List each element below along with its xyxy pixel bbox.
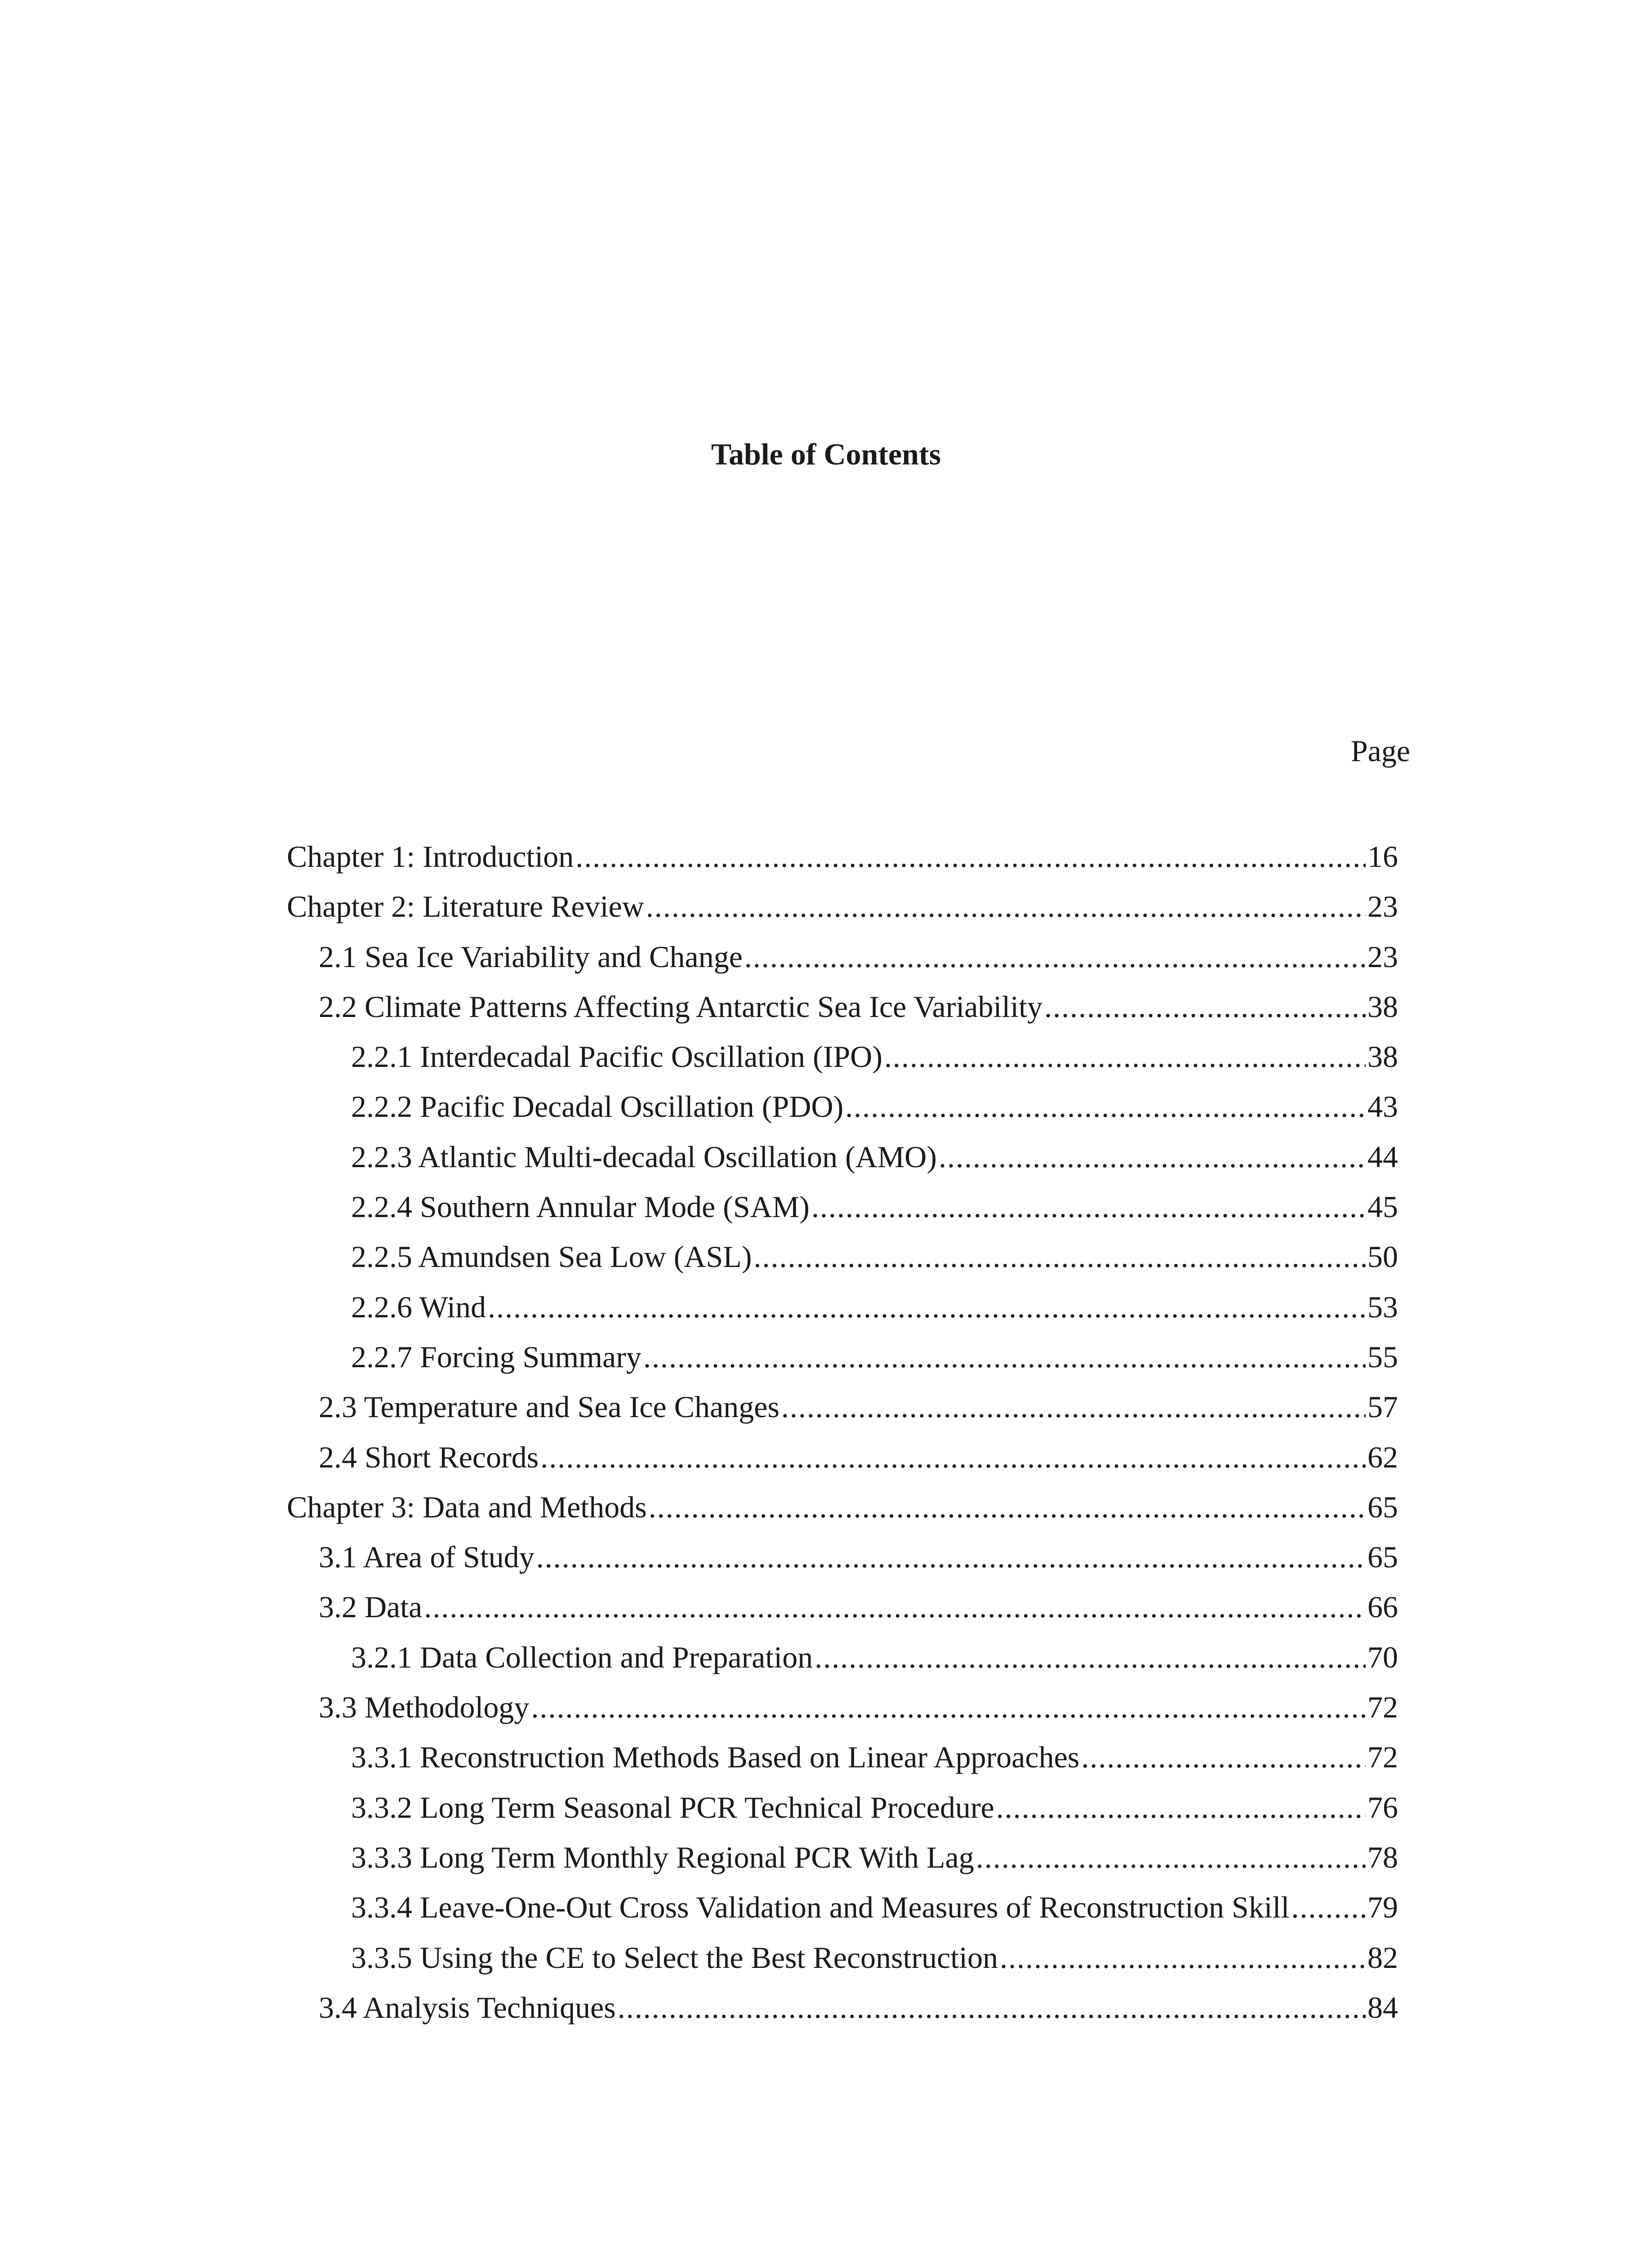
toc-entry-page-number: 23 (1367, 939, 1398, 974)
toc-entry-label: 2.2.7 Forcing Summary (351, 1339, 641, 1374)
dot-leader (976, 1837, 1366, 1878)
dot-leader (1044, 986, 1366, 1027)
toc-entry (287, 1036, 1398, 1086)
toc-entry-label: 2.1 Sea Ice Variability and Change (319, 939, 743, 974)
toc-entry-page-number: 55 (1367, 1339, 1398, 1374)
dot-leader (753, 1236, 1366, 1277)
dot-leader (424, 1587, 1366, 1627)
toc-entry-label: Chapter 2: Literature Review (287, 889, 644, 924)
toc-entry-page-number: 82 (1367, 1940, 1398, 1975)
toc-entry-label: 2.2.2 Pacific Decadal Oscillation (PDO) (351, 1089, 844, 1124)
dot-leader (996, 1787, 1366, 1828)
toc-entry (287, 1837, 1398, 1887)
toc-entry (287, 1687, 1398, 1737)
toc-entry-label: 2.2.5 Amundsen Sea Low (ASL) (351, 1240, 752, 1274)
dot-leader (488, 1287, 1366, 1327)
toc-entry-page-number: 44 (1367, 1139, 1398, 1174)
toc-entry (287, 1587, 1398, 1637)
toc-entry-page-number: 16 (1367, 839, 1398, 874)
toc-entry (287, 1137, 1398, 1186)
toc-entry-page-number: 72 (1367, 1690, 1398, 1725)
dot-leader (1291, 1887, 1366, 1927)
dot-leader (884, 1036, 1366, 1077)
dot-leader (531, 1687, 1366, 1727)
page-column-label: Page (1350, 734, 1410, 768)
toc-entry-label: 3.3.3 Long Term Monthly Regional PCR With Lag (351, 1840, 974, 1874)
toc-entry-page-number: 43 (1367, 1089, 1398, 1124)
toc-entry (287, 886, 1398, 936)
toc-entry (287, 1236, 1398, 1286)
dot-leader (1000, 1937, 1366, 1978)
toc-entry-page-number: 78 (1367, 1840, 1398, 1874)
toc-entry (287, 1387, 1398, 1436)
toc-entry-label: 2.2.6 Wind (351, 1289, 486, 1324)
dot-leader (540, 1437, 1366, 1477)
toc-entry-page-number: 84 (1367, 1990, 1398, 2025)
toc-entry (287, 1637, 1398, 1687)
toc-entry-label: 3.4 Analysis Techniques (319, 1990, 616, 2025)
toc-entry-page-number: 79 (1367, 1890, 1398, 1925)
toc-entry-page-number: 50 (1367, 1240, 1398, 1274)
toc-entry-label: 2.3 Temperature and Sea Ice Changes (319, 1390, 779, 1424)
toc-entry-label: 2.2 Climate Patterns Affecting Antarctic Sea Ice Variability (319, 989, 1043, 1024)
toc-entry (287, 1787, 1398, 1837)
toc-entry-label: 3.2.1 Data Collection and Preparation (351, 1640, 813, 1674)
toc-entry (287, 986, 1398, 1036)
dot-leader (1081, 1737, 1366, 1777)
toc-entry-label: 3.3.5 Using the CE to Select the Best Reconstruction (351, 1940, 998, 1975)
toc-entry-label: 3.2 Data (319, 1590, 423, 1624)
dot-leader (815, 1637, 1366, 1677)
toc-entry (287, 1337, 1398, 1387)
toc-entry-label: 2.4 Short Records (319, 1440, 539, 1474)
dot-leader (845, 1086, 1366, 1127)
toc-entry-label: 3.3 Methodology (319, 1690, 530, 1725)
toc-entry-page-number: 76 (1367, 1790, 1398, 1824)
toc-entry-page-number: 65 (1367, 1490, 1398, 1524)
toc-entry-page-number: 45 (1367, 1190, 1398, 1224)
dot-leader (939, 1137, 1366, 1177)
toc-entry-label: 2.2.4 Southern Annular Mode (SAM) (351, 1190, 810, 1224)
toc-entry-label: 3.3.2 Long Term Seasonal PCR Technical Procedure (351, 1790, 994, 1824)
toc-entry-page-number: 53 (1367, 1289, 1398, 1324)
toc-entry-page-number: 62 (1367, 1440, 1398, 1474)
toc-entry (287, 1287, 1398, 1337)
toc-entry (287, 937, 1398, 986)
toc-entry-page-number: 23 (1367, 889, 1398, 924)
toc-entry-label: 2.2.1 Interdecadal Pacific Oscillation (IPO) (351, 1039, 883, 1074)
toc-entry-page-number: 38 (1367, 989, 1398, 1024)
dot-leader (536, 1537, 1366, 1577)
toc-entry-label: 3.3.4 Leave-One-Out Cross Validation and Measures of Reconstruction Skill (351, 1890, 1290, 1925)
toc-entry-page-number: 70 (1367, 1640, 1398, 1674)
table-of-contents (287, 836, 1398, 2037)
dot-leader (575, 836, 1366, 877)
toc-entry-label: 3.1 Area of Study (319, 1540, 534, 1574)
toc-entry (287, 1186, 1398, 1236)
toc-entry-label: Chapter 3: Data and Methods (287, 1490, 647, 1524)
toc-entry-label: 3.3.1 Reconstruction Methods Based on Linear Approaches (351, 1740, 1080, 1775)
toc-entry-page-number: 57 (1367, 1390, 1398, 1424)
toc-entry-page-number: 38 (1367, 1039, 1398, 1074)
toc-entry-label: 2.2.3 Atlantic Multi-decadal Oscillation (AMO) (351, 1139, 937, 1174)
toc-entry-page-number: 65 (1367, 1540, 1398, 1574)
toc-entry-label: Chapter 1: Introduction (287, 839, 574, 874)
toc-entry (287, 1987, 1398, 2037)
toc-entry (287, 1937, 1398, 1987)
toc-entry-page-number: 72 (1367, 1740, 1398, 1775)
toc-entry (287, 1487, 1398, 1537)
dot-leader (646, 886, 1366, 927)
toc-entry-page-number: 66 (1367, 1590, 1398, 1624)
dot-leader (811, 1186, 1366, 1227)
toc-entry (287, 1437, 1398, 1487)
page-title: Table of Contents (711, 437, 941, 471)
toc-entry (287, 836, 1398, 886)
toc-entry (287, 1737, 1398, 1787)
dot-leader (618, 1987, 1366, 2028)
toc-entry (287, 1537, 1398, 1587)
toc-entry (287, 1086, 1398, 1136)
toc-entry (287, 1887, 1398, 1937)
dot-leader (643, 1337, 1366, 1377)
dot-leader (781, 1387, 1366, 1427)
dot-leader (744, 937, 1366, 977)
dot-leader (649, 1487, 1366, 1527)
